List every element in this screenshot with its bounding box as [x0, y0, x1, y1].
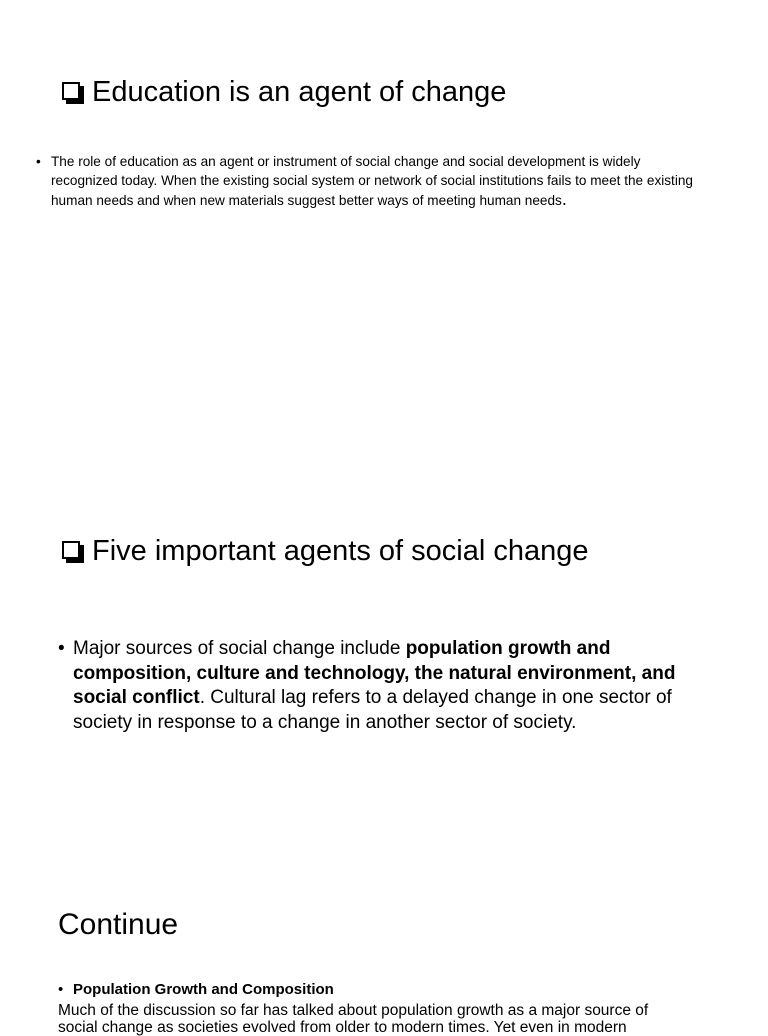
section-heading-agents — [62, 535, 589, 568]
bullet-text-rest: . Cultural lag refers to a delayed change in one sector of society in response to a change in another sector of society. — [73, 687, 672, 733]
checkbox-icon — [62, 82, 84, 104]
bullet-icon: • — [58, 638, 65, 659]
checkbox-icon — [62, 541, 84, 563]
section-heading-text: Five important agents of social change — [92, 535, 589, 567]
bullet-item-population — [58, 979, 718, 1000]
paragraph-line: social change as societies evolved from older to modern times. Yet even in modern — [58, 1019, 627, 1036]
bullet-text — [51, 152, 696, 210]
bullet-item-sources — [58, 637, 718, 735]
bullet-text-bold: population growth and composition, culture and technology, the natural environment, and social conflict — [73, 638, 676, 708]
section-heading-continue: Continue — [58, 908, 179, 941]
bullet-icon: • — [58, 981, 64, 998]
section-heading-education — [62, 76, 506, 109]
bullet-text-body: The role of education as an agent or instrument of social change and social development is widely recognized today. When the existing social system or network of social institutions fails to meet the existing human needs and when new materials suggest better ways of meeting human needs — [51, 154, 693, 208]
bullet-text-end: . — [561, 189, 567, 209]
bullet-icon: • — [36, 154, 41, 169]
paragraph-line: Much of the discussion so far has talked about population growth as a major source of — [58, 1002, 649, 1019]
bullet-item-education — [36, 152, 696, 210]
bullet-text-intro: Major sources of social change include — [73, 638, 406, 659]
bullet-subheading: Population Growth and Composition — [73, 981, 334, 998]
population-paragraph — [58, 1002, 718, 1036]
section-heading-text: Education is an agent of change — [92, 76, 507, 108]
bullet-text — [73, 637, 718, 735]
